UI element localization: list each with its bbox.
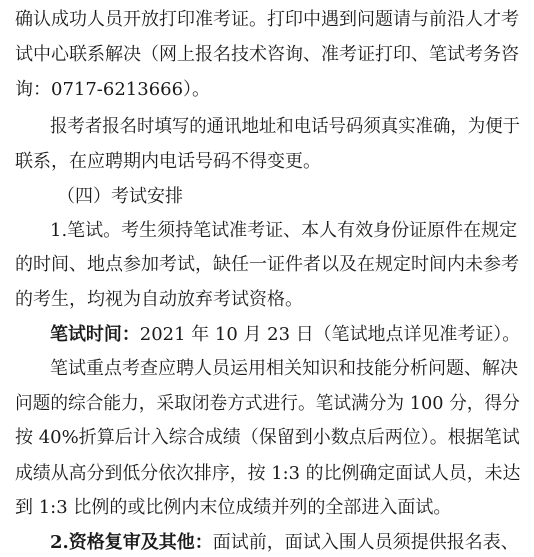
text-line — [50, 110, 521, 144]
text-segment: 确认成功人员开放打印准考证。打印中遇到问题请与前沿人才考 — [15, 9, 519, 30]
text-segment: 笔试重点考查应聘人员运用相关知识和技能分析问题、解决 — [50, 358, 518, 379]
text-line — [15, 38, 520, 72]
text-segment: 联系，在应聘期内电话号码不得变更。 — [15, 151, 321, 172]
text-line — [50, 352, 520, 386]
text-line — [57, 180, 520, 214]
text-line — [15, 145, 520, 179]
text-line — [50, 526, 520, 557]
text-line — [15, 387, 520, 421]
text-line — [15, 3, 520, 37]
text-segment: 询：0717-6213666）。 — [15, 79, 211, 100]
text-segment: （四）考试安排 — [57, 186, 183, 207]
text-line — [15, 73, 520, 107]
text-segment: 问题的综合能力，采取闭卷方式进行。笔试满分为 100 分，得分 — [15, 393, 520, 414]
text-line — [15, 421, 520, 455]
text-segment: 试中心联系解决（网上报名技术咨询、准考证打印、笔试考务咨 — [15, 44, 519, 65]
text-line — [15, 283, 520, 317]
text-segment: 面试前，面试入围人员须提供报名表、 — [212, 532, 519, 553]
text-line — [15, 457, 521, 491]
text-segment: 2021 年 10 月 23 日（笔试地点详见准考证）。 — [139, 324, 521, 345]
text-line — [50, 318, 519, 352]
text-segment: 报考者报名时填写的通讯地址和电话号码须真实准确，为便于 — [50, 116, 521, 137]
text-line — [15, 491, 520, 525]
text-line — [50, 214, 520, 248]
bold-label: 笔试时间： — [50, 324, 140, 345]
text-segment: 的时间、地点参加考试，缺任一证件者以及在规定时间内未参考 — [15, 254, 519, 275]
text-segment: 1.笔试。考生须持笔试准考证、本人有效身份证原件在规定 — [50, 220, 518, 241]
bold-label: 2.资格复审及其他： — [50, 532, 213, 553]
text-segment: 到 1:3 比例的或比例内末位成绩并列的全部进入面试。 — [15, 497, 452, 518]
text-segment: 按 40%折算后计入综合成绩（保留到小数点后两位）。根据笔试 — [15, 427, 520, 448]
text-line — [15, 248, 520, 282]
text-segment: 成绩从高分到低分依次排序，按 1:3 的比例确定面试人员，未达 — [15, 463, 521, 484]
text-segment: 的考生，均视为自动放弃考试资格。 — [15, 289, 303, 310]
